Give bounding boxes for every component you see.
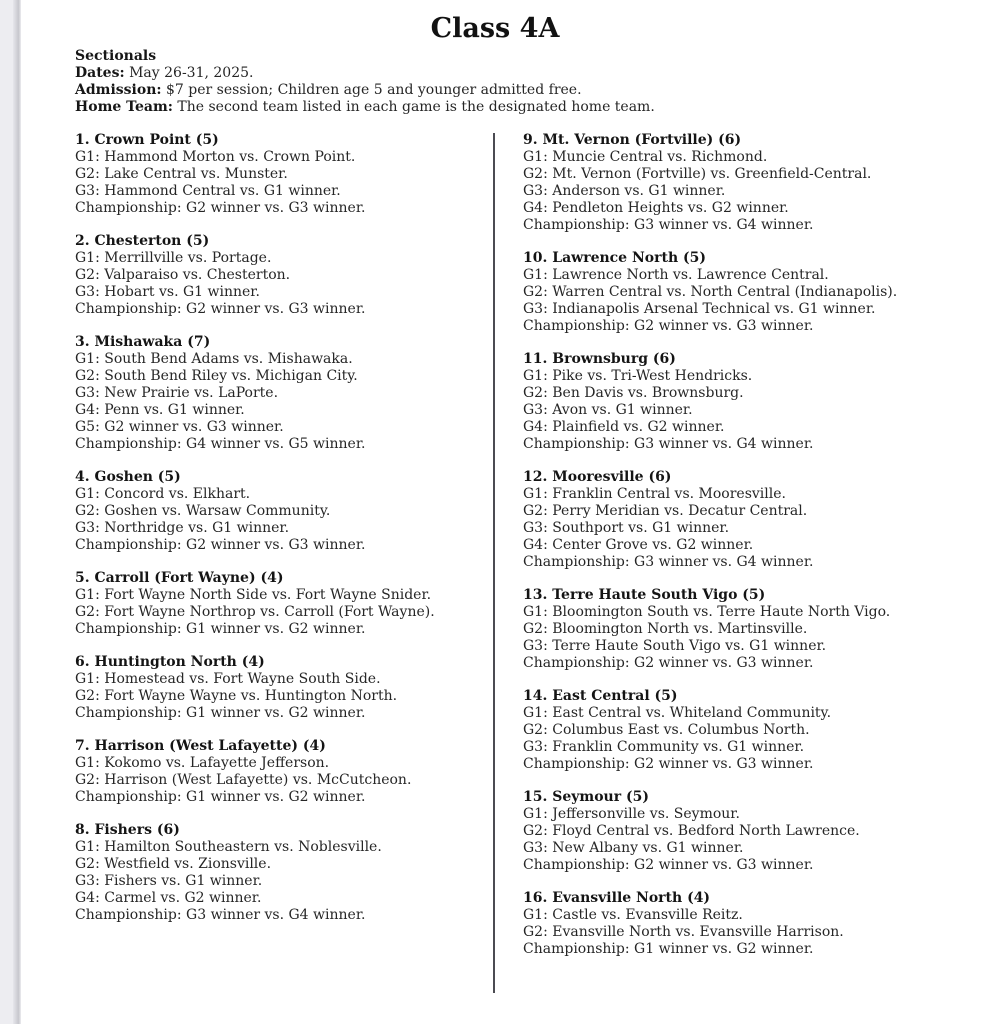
game-line: G3: Southport vs. G1 winner. — [523, 520, 730, 536]
game-line: G2: Westfield vs. Zionsville. — [75, 856, 272, 872]
game-line: G2: Warren Central vs. North Central (Indianapolis). — [523, 284, 898, 300]
page-title: Class 4A — [430, 13, 560, 44]
intro-line-dates — [75, 65, 655, 82]
game-line: G1: Fort Wayne North Side vs. Fort Wayne Snider. — [75, 587, 432, 603]
game-line: G1: Franklin Central vs. Mooresville. — [523, 486, 786, 502]
game-line: G4: Penn vs. G1 winner. — [75, 402, 245, 418]
sectional-block — [75, 654, 487, 722]
sectional-block — [523, 469, 973, 571]
game-line: G3: Avon vs. G1 winner. — [523, 402, 693, 418]
sectional-heading: 4. Goshen (5) — [75, 469, 181, 485]
sectional-heading: 3. Mishawaka (7) — [75, 334, 211, 350]
sectional-block — [75, 132, 487, 217]
admission-value: $7 per session; Children age 5 and younger admitted free. — [161, 82, 582, 98]
game-line: G1: Bloomington South vs. Terre Haute North Vigo. — [523, 604, 891, 620]
game-line: G1: Castle vs. Evansville Reitz. — [523, 907, 743, 923]
sectional-block — [75, 469, 487, 554]
intro-heading-label: Sectionals — [75, 48, 157, 64]
sectional-heading: 5. Carroll (Fort Wayne) (4) — [75, 570, 284, 586]
game-line: G1: Jeffersonville vs. Seymour. — [523, 806, 740, 822]
game-line: G2: Perry Meridian vs. Decatur Central. — [523, 503, 808, 519]
sectional-heading: 6. Huntington North (4) — [75, 654, 265, 670]
sectional-block — [75, 233, 487, 318]
sectional-heading: 2. Chesterton (5) — [75, 233, 210, 249]
sectional-heading: 9. Mt. Vernon (Fortville) (6) — [523, 132, 742, 148]
game-line: G1: South Bend Adams vs. Mishawaka. — [75, 351, 353, 367]
game-line: G2: Evansville North vs. Evansville Harrison. — [523, 924, 844, 940]
game-line: Championship: G2 winner vs. G3 winner. — [75, 537, 366, 553]
game-line: G2: Goshen vs. Warsaw Community. — [75, 503, 331, 519]
sectional-heading: 7. Harrison (West Lafayette) (4) — [75, 738, 326, 754]
game-line: Championship: G3 winner vs. G4 winner. — [523, 554, 814, 570]
dates-label: Dates: — [75, 65, 125, 81]
intro-block — [75, 48, 655, 116]
game-line: Championship: G2 winner vs. G3 winner. — [523, 857, 814, 873]
game-line: G4: Carmel vs. G2 winner. — [75, 890, 262, 906]
game-line: Championship: G2 winner vs. G3 winner. — [523, 756, 814, 772]
sectional-heading: 8. Fishers (6) — [75, 822, 180, 838]
game-line: G3: Indianapolis Arsenal Technical vs. G1 winner. — [523, 301, 876, 317]
game-line: G2: Bloomington North vs. Martinsville. — [523, 621, 808, 637]
game-line: G3: Fishers vs. G1 winner. — [75, 873, 263, 889]
left-column — [75, 132, 487, 940]
game-line: G1: Hamilton Southeastern vs. Noblesville. — [75, 839, 382, 855]
game-line: G2: South Bend Riley vs. Michigan City. — [75, 368, 358, 384]
game-line: G4: Center Grove vs. G2 winner. — [523, 537, 754, 553]
game-line: Championship: G1 winner vs. G2 winner. — [75, 789, 366, 805]
game-line: G3: Anderson vs. G1 winner. — [523, 183, 726, 199]
game-line: Championship: G1 winner vs. G2 winner. — [75, 705, 366, 721]
game-line: G3: Northridge vs. G1 winner. — [75, 520, 290, 536]
sectional-block — [523, 688, 973, 773]
game-line: G4: Pendleton Heights vs. G2 winner. — [523, 200, 789, 216]
game-line: Championship: G4 winner vs. G5 winner. — [75, 436, 366, 452]
game-line: G2: Columbus East vs. Columbus North. — [523, 722, 810, 738]
game-line: G1: Lawrence North vs. Lawrence Central. — [523, 267, 829, 283]
sectional-block — [523, 789, 973, 874]
game-line: Championship: G3 winner vs. G4 winner. — [523, 436, 814, 452]
game-line: G1: Hammond Morton vs. Crown Point. — [75, 149, 356, 165]
game-line: G3: New Prairie vs. LaPorte. — [75, 385, 279, 401]
game-line: G5: G2 winner vs. G3 winner. — [75, 419, 284, 435]
game-line: Championship: G1 winner vs. G2 winner. — [523, 941, 814, 957]
game-line: G3: Hobart vs. G1 winner. — [75, 284, 260, 300]
game-line: G1: Homestead vs. Fort Wayne South Side. — [75, 671, 381, 687]
game-line: G2: Mt. Vernon (Fortville) vs. Greenfield-Central. — [523, 166, 872, 182]
game-line: Championship: G3 winner vs. G4 winner. — [523, 217, 814, 233]
game-line: G1: Pike vs. Tri-West Hendricks. — [523, 368, 753, 384]
game-line: Championship: G1 winner vs. G2 winner. — [75, 621, 366, 637]
admission-label: Admission: — [75, 82, 162, 98]
game-line: G1: Muncie Central vs. Richmond. — [523, 149, 768, 165]
game-line: G2: Fort Wayne Wayne vs. Huntington North. — [75, 688, 398, 704]
game-line: G2: Harrison (West Lafayette) vs. McCutcheon. — [75, 772, 412, 788]
sectional-block — [523, 250, 973, 335]
game-line: G2: Ben Davis vs. Brownsburg. — [523, 385, 744, 401]
page-edge-shadow — [13, 0, 21, 1024]
sectional-block — [75, 570, 487, 638]
sectional-heading: 16. Evansville North (4) — [523, 890, 711, 906]
column-divider — [493, 133, 495, 993]
sectional-heading: 15. Seymour (5) — [523, 789, 649, 805]
sectional-heading: 1. Crown Point (5) — [75, 132, 219, 148]
sectional-heading: 12. Mooresville (6) — [523, 469, 672, 485]
sectional-heading: 13. Terre Haute South Vigo (5) — [523, 587, 766, 603]
game-line: G2: Valparaiso vs. Chesterton. — [75, 267, 291, 283]
game-line: Championship: G2 winner vs. G3 winner. — [75, 301, 366, 317]
game-line: Championship: G2 winner vs. G3 winner. — [523, 318, 814, 334]
game-line: G1: East Central vs. Whiteland Community. — [523, 705, 832, 721]
game-line: Championship: G3 winner vs. G4 winner. — [75, 907, 366, 923]
left-page-gutter — [0, 0, 13, 1024]
game-line: G3: Hammond Central vs. G1 winner. — [75, 183, 341, 199]
game-line: G2: Lake Central vs. Munster. — [75, 166, 288, 182]
game-line: G3: Terre Haute South Vigo vs. G1 winner. — [523, 638, 827, 654]
sectional-block — [523, 587, 973, 672]
right-column — [523, 132, 973, 974]
sectional-heading: 14. East Central (5) — [523, 688, 678, 704]
game-line: G4: Plainfield vs. G2 winner. — [523, 419, 725, 435]
sectional-block — [523, 351, 973, 453]
game-line: G2: Fort Wayne Northrop vs. Carroll (Fort Wayne). — [75, 604, 435, 620]
sectional-block — [75, 334, 487, 453]
intro-line-home-team — [75, 99, 655, 116]
intro-heading — [75, 48, 655, 65]
sectional-block — [75, 822, 487, 924]
sectional-block — [523, 132, 973, 234]
home-team-label: Home Team: — [75, 99, 173, 115]
game-line: G3: Franklin Community vs. G1 winner. — [523, 739, 805, 755]
game-line: G2: Floyd Central vs. Bedford North Lawrence. — [523, 823, 860, 839]
game-line: Championship: G2 winner vs. G3 winner. — [75, 200, 366, 216]
game-line: Championship: G2 winner vs. G3 winner. — [523, 655, 814, 671]
sectional-block — [75, 738, 487, 806]
intro-line-admission — [75, 82, 655, 99]
home-team-value: The second team listed in each game is the designated home team. — [172, 99, 655, 115]
game-line: G1: Concord vs. Elkhart. — [75, 486, 251, 502]
sectional-heading: 11. Brownsburg (6) — [523, 351, 676, 367]
game-line: G3: New Albany vs. G1 winner. — [523, 840, 744, 856]
dates-value: May 26-31, 2025. — [124, 65, 254, 81]
game-line: G1: Kokomo vs. Lafayette Jefferson. — [75, 755, 330, 771]
sectional-block — [523, 890, 973, 958]
sectional-heading: 10. Lawrence North (5) — [523, 250, 706, 266]
game-line: G1: Merrillville vs. Portage. — [75, 250, 272, 266]
